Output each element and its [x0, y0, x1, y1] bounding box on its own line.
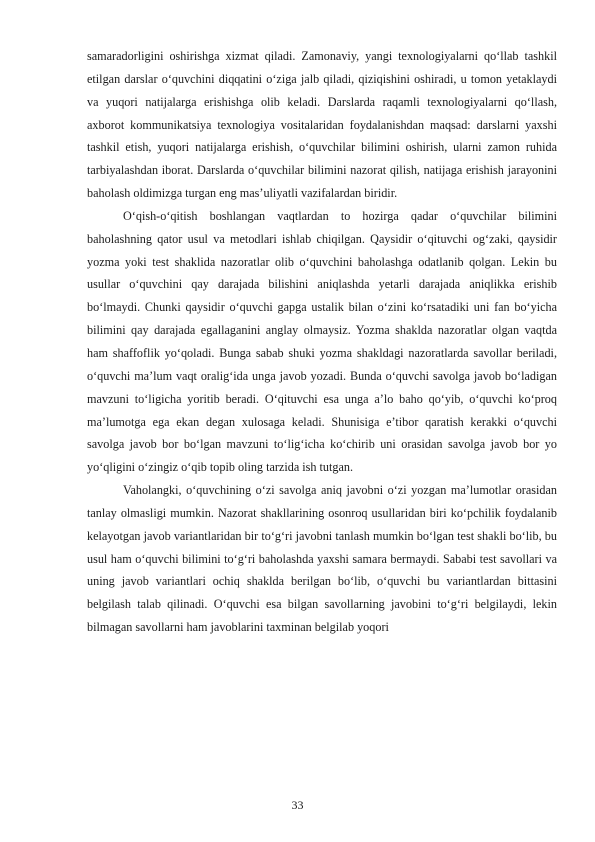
paragraph-3: Vaholangki, o‘quvchining o‘zi savolga aniq javobni o‘zi yozgan ma’lumotlar orasidan tanlay olmasligi mumkin. Nazorat shakllarining osonroq usullaridan biri ko‘pchilik foydalanib kelayotgan javob variantlaridan bir to‘g‘ri javobni tanlash mumkin bo‘lgan test shakli bo‘lib, bu usul ham o‘quvchi bilimini to‘g‘ri baholashda yaxshi samara bermaydi. Sababi test savollari va uning javob variantlari ochiq shaklda berilgan bo‘lib, o‘quvchi bu variantlardan bittasini belgilash talab qilinadi. O‘quvchi esa bilgan savollarning javobini to‘g‘ri belgilaydi, lekin bilmagan savollarni ham javoblarini taxminan belgilab yoqori	[87, 483, 557, 635]
page-number: 33	[291, 798, 304, 812]
paragraph-2: O‘qish-o‘qitish boshlangan vaqtlardan to hozirga qadar o‘quvchilar bilimini baholashning qator usul va metodlari ishlab chiqilgan. Qaysidir o‘qituvchi og‘zaki, qaysidir yozma yoki test shaklida nazoratlar olib o‘quvchini baholashga odatlanib qolgan. Lekin bu usullar o‘quvchini qay darajada bilishini aniqlashda yetarli darajada aniqlikka erishib bo‘lmaydi. Chunki qaysidir o‘quvchi gapga ustalik bilan o‘zini ko‘rsatadiki uni fan bo‘yicha bilimini qay darajada egallaganini anglay olmaysiz. Yozma shaklda nazoratlar olgan vaqtda ham shaffoflik yo‘qoladi. Bunga sabab shuki yozma shakldagi nazoratlarda savollar beriladi, o‘quvchi ma’lum vaqt oralig‘ida unga javob yozadi. Bunda o‘quvchi savolga javob bo‘ladigan mavzuni to‘ligicha yoritib beradi. O‘qituvchi esa unga a’lo baho qo‘yib, o‘quvchi ko‘proq ma’lumotga ega ekan degan xulosaga keladi. Shunisiga e’tibor qaratish kerakki o‘quvchi savolga javob bor bo‘lgan mavzuni to‘lig‘icha ko‘chirib uni orasidan savolga javob bor yo yo‘qligini o‘zingiz o‘qib topib oling tarzida ish tutgan.	[87, 208, 557, 475]
paragraph-1: samaradorligini oshirishga xizmat qiladi. Zamonaviy, yangi texnologiyalarni qo‘llab tashkil etilgan darslar o‘quvchini diqqatini o‘ziga jalb qiladi, qiziqishini oshiradi, u tomon yetaklaydi va yuqori natijalarga erishishga olib keladi. Darslarda raqamli texnologiyalarni qo‘llash, axborot kommunikatsiya texnologiya vositalaridan foydalanishdan maqsad: darslarni yaxshi tashkil etish, yuqori natijalarga erishish, o‘quvchilar bilimini oshirish, ularni zamon ruhida tarbiyalashdan iborat. Darslarda o‘quvchilar bilimini nazorat qilish, natijaga erishish jarayonini baholash oldimizga turgan eng mas’uliyatli vazifalardan biridir.	[87, 49, 557, 201]
document-page	[87, 45, 557, 639]
